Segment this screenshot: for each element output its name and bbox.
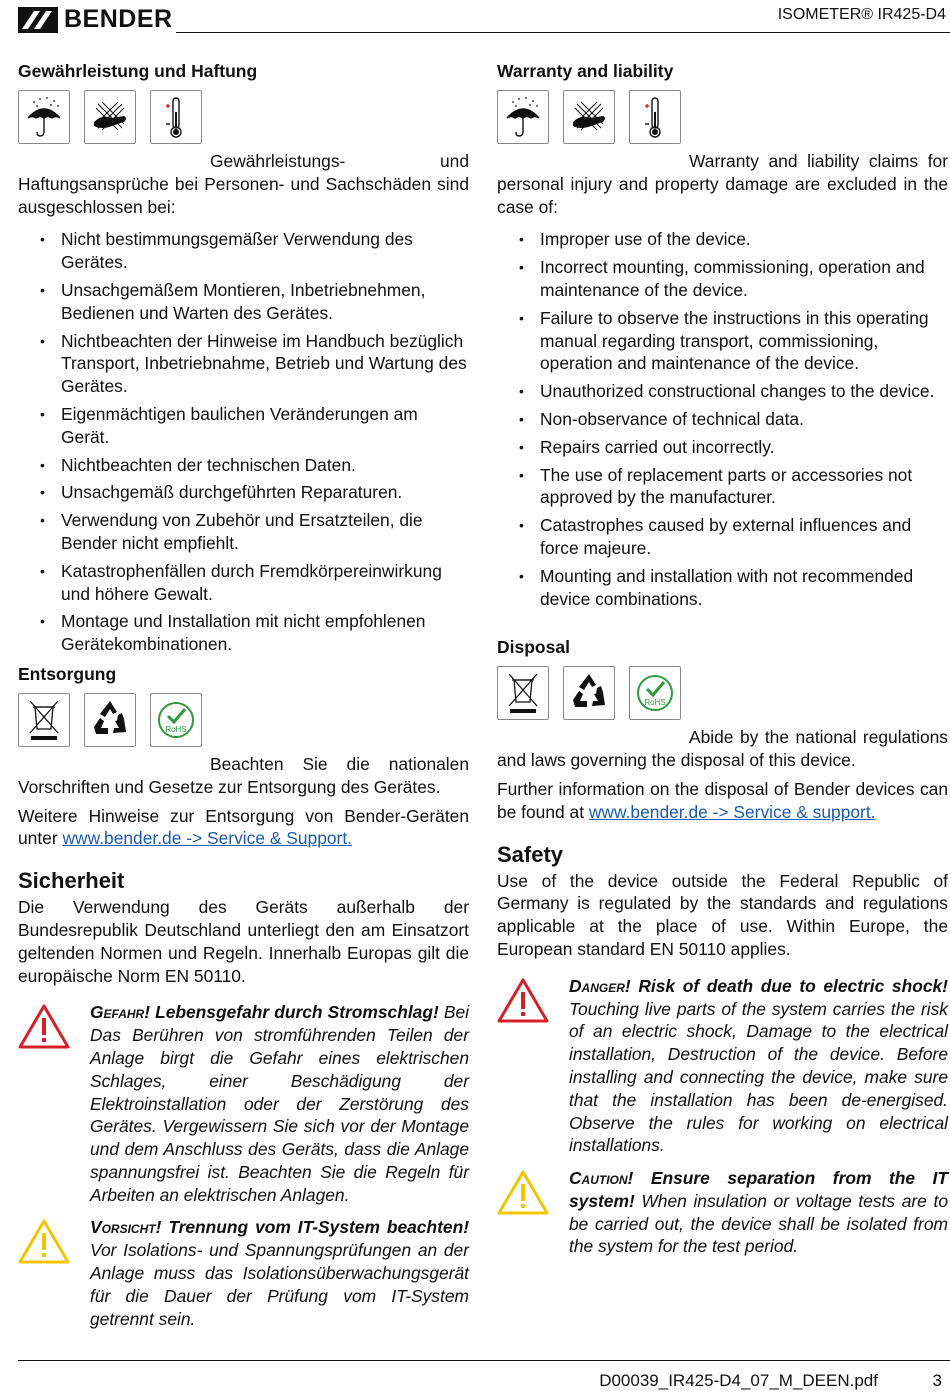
safety-text-en: Use of the device outside the Federal Republic of Germany is regulated by the standards and regulations applicable at the place of use. Within Europe, the European standard EN 50110 applies. [497,870,948,959]
caution-warning-icon [18,1216,90,1330]
disposal-more-text: Further information on the disposal of Bender devices can be found at [497,778,948,822]
warranty-icons-de [18,90,469,146]
danger-warning-icon [18,1001,90,1206]
bender-support-link[interactable]: www.bender.de -> Service & Support. [62,828,353,849]
disposal-text-en: Abide by the national regulations and laws governing the disposal of this device. [497,727,948,771]
danger-warning-icon [497,975,569,1157]
caution-text-block [569,1167,948,1258]
warranty-list-en [497,228,948,610]
german-column [18,58,469,1330]
footer-divider [18,1360,950,1361]
disposal-icons-en [497,666,948,722]
disposal-icons-de [18,693,469,749]
thermometer-icon [150,90,202,144]
list-item: • Montage und Installation mit nicht empfohlenen Gerätekombinationen. [18,610,469,656]
list-item: • Katastrophenfällen durch Fremdkörpereinwirkung und höhere Gewalt. [18,560,469,606]
caution-warning-icon [497,1167,569,1258]
rohs-check-icon [629,666,681,720]
list-item: • Unsachgemäßem Montieren, Inbetriebnehmen, Bedienen und Warten des Gerätes. [18,279,469,325]
danger-notice-de [18,1001,469,1206]
disposal-text-de: Beachten Sie die nationalen Vorschriften und Gesetze zur Entsorgung des Gerätes. [18,753,469,797]
hand-protection-icon [84,90,136,144]
caution-lead-text: Trennung vom IT-System beachten! [168,1217,469,1238]
list-item: • Nicht bestimmungsgemäßer Verwendung des Gerätes. [18,228,469,274]
thermometer-icon [629,90,681,144]
brand-name: BENDER [64,5,173,33]
disposal-more-en [497,778,948,824]
caution-label [90,1217,469,1237]
disposal-heading-de: Entsorgung [18,663,117,684]
caution-body: Vor Isolations- und Spannungsprüfungen an der Anlage muss das Isolationsüberwachungsgerät für die Dauer der Prüfung vom IT-System getrennt sein. [90,1240,469,1329]
caution-label-text: Vorsicht! [90,1217,162,1238]
header-divider [176,32,950,33]
list-item: • Verwendung von Zubehör und Ersatzteilen, die Bender nicht empfiehlt. [18,509,469,555]
warranty-intro-de: Gewährleistungs- und Haftungsansprüche bei Personen- und Sachschäden sind ausgeschlossen bei: [18,151,469,217]
danger-body: Bei Das Berühren von stromführenden Teilen der Anlage birgt die Gefahr eines elektrischen Schlages, einer Beschädigung der Elektroinstallation oder der Zerstörung des Gerätes. Vergewissern Sie sich vor der Montage und dem Anschluss des Geräts, dass die Anlage spannungsfrei ist. Beachten Sie die Regeln für Arbeiten an elektrischen Anlagen. [90,1002,469,1205]
hand-protection-icon [563,90,615,144]
caution-text-block [90,1216,469,1330]
caution-notice-en [497,1167,948,1258]
caution-notice-de [18,1216,469,1330]
caution-body: When insulation or voltage tests are to be carried out, the device shall be isolated from the system for the test period. [569,1190,948,1257]
bender-logo-icon [18,7,58,33]
list-item: • Eigenmächtigen baulichen Veränderungen am Gerät. [18,403,469,449]
list-item: • Nichtbeachten der technischen Daten. [18,454,469,477]
page-number: 3 [932,1371,942,1390]
danger-lead-text: Risk of death due to electric shock! [638,975,948,996]
recycling-icon [563,666,615,720]
disposal-more-text: Weitere Hinweise zur Entsorgung von Bender-Geräten unter [18,805,469,849]
list-item: • Unauthorized constructional changes to the device. [497,380,948,403]
list-item: • Unsachgemäß durchgeführten Reparaturen. [18,481,469,504]
rohs-check-icon [150,693,202,747]
warranty-heading-en: Warranty and liability [497,61,674,81]
list-item: • Repairs carried out incorrectly. [497,436,948,459]
caution-lead-text: Ensure separation from the IT system! [569,1168,948,1211]
list-item: • Incorrect mounting, commissioning, operation and maintenance of the device. [497,256,948,302]
danger-body: Touching live parts of the system carries the risk of an electric shock, Damage to the electrical installation, Destruction of the device. Before installing and connecting the device, make sure that the installation has been de-energised. Observe the rules for working on electrical installations. [569,998,948,1156]
warranty-icons-en [497,90,948,146]
danger-label-text: Danger! [569,975,631,996]
danger-label [90,1002,439,1022]
weee-crossed-bin-icon [18,693,70,747]
umbrella-rain-icon [18,90,70,144]
recycling-icon [84,693,136,747]
safety-heading-en: Safety [497,841,564,867]
danger-lead-text: Lebensgefahr durch Stromschlag! [155,1002,439,1023]
danger-text-block [569,975,948,1157]
list-item: • Mounting and installation with not recommended device combinations. [497,565,948,611]
list-item: • Non-observance of technical data. [497,408,948,431]
disposal-heading-en: Disposal [497,637,570,658]
danger-label [569,976,948,996]
danger-label-text: Gefahr! [90,1002,150,1023]
safety-text-de: Die Verwendung des Geräts außerhalb der Bundesrepublik Deutschland unterliegt den am Einsatzort geltenden Normen und Regeln. Innerhalb Europas gilt die europäische Norm EN 50110. [18,897,469,986]
umbrella-rain-icon [497,90,549,144]
page-header [0,0,950,40]
list-item: • Improper use of the device. [497,228,948,251]
safety-heading-de: Sicherheit [18,868,125,894]
list-item: • Failure to observe the instructions in this operating manual regarding transport, commissioning, operation and maintenance of the device. [497,307,948,375]
weee-crossed-bin-icon [497,666,549,720]
warranty-list-de [18,228,469,656]
list-item: • Catastrophes caused by external influences and force majeure. [497,514,948,560]
bender-logo [18,5,173,34]
rohs-label: RoHS [165,724,187,734]
warranty-intro-en: Warranty and liability claims for personal injury and property damage are excluded in the case of: [497,151,948,217]
footer-filename: D00039_IR425-D4_07_M_DEEN.pdf [599,1371,878,1390]
rohs-label: RoHS [644,698,666,708]
document-title: ISOMETER® IR425-D4 [777,6,946,23]
danger-text-block [90,1001,469,1206]
bender-support-link[interactable]: www.bender.de -> Service & support. [588,801,876,822]
warranty-heading-de: Gewährleistung und Haftung [18,61,258,81]
english-column [497,58,948,1258]
danger-notice-en [497,975,948,1157]
list-item: • Nichtbeachten der Hinweise im Handbuch bezüglich Transport, Inbetriebnahme, Betrieb und Wartung des Gerätes. [18,330,469,398]
list-item: • The use of replacement parts or accessories not approved by the manufacturer. [497,464,948,510]
caution-label-text: Caution! [569,1168,634,1189]
disposal-more-de [18,805,469,851]
